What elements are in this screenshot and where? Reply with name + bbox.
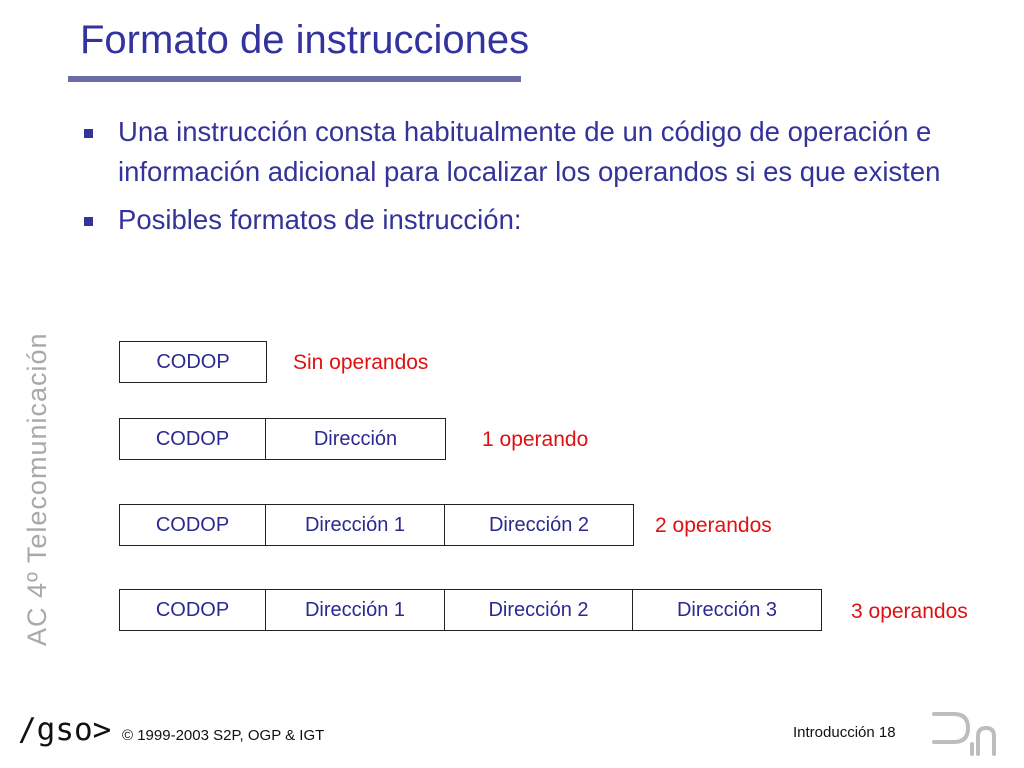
- address-cell: Dirección 1: [266, 505, 445, 545]
- format-row-3-operands: [119, 589, 822, 631]
- bullet-text: Posibles formatos de instrucción:: [118, 204, 522, 235]
- address-cell: Dirección 3: [676, 598, 778, 621]
- square-bullet-icon: [84, 217, 93, 226]
- codop-cell: CODOP: [120, 590, 266, 630]
- course-side-label: AC 4º Telecomunicación: [22, 332, 52, 646]
- bullet-item: [84, 112, 964, 192]
- page-reference: Introducción 18: [793, 724, 896, 741]
- institution-logo-icon: [928, 706, 1008, 758]
- gso-logo: /gso>: [18, 712, 112, 748]
- square-bullet-icon: [84, 129, 93, 138]
- format-label: 1 operando: [482, 428, 589, 451]
- slide-title: Formato de instrucciones: [80, 18, 530, 62]
- codop-cell: CODOP: [120, 505, 266, 545]
- address-cell: Dirección 2: [445, 590, 633, 630]
- address-cell: Dirección 2: [488, 513, 590, 536]
- title-underline: [68, 76, 521, 82]
- format-label: 3 operandos: [851, 600, 968, 623]
- codop-cell: CODOP: [156, 350, 230, 373]
- copyright-text: © 1999-2003 S2P, OGP & IGT: [122, 727, 325, 744]
- format-label: 2 operandos: [655, 514, 772, 537]
- bullet-text: Una instrucción consta habitualmente de un código de operación e información adicional para localizar los operandos si es que existen: [118, 116, 941, 187]
- format-row-1-operand: [119, 418, 446, 460]
- format-label: Sin operandos: [293, 351, 429, 374]
- bullet-list: [84, 112, 964, 248]
- bullet-item: [84, 200, 964, 240]
- address-cell: Dirección 1: [266, 590, 445, 630]
- address-cell: Dirección: [313, 427, 398, 450]
- format-row-2-operands: [119, 504, 634, 546]
- codop-cell: CODOP: [120, 419, 266, 459]
- format-row-0-operands: [119, 341, 267, 383]
